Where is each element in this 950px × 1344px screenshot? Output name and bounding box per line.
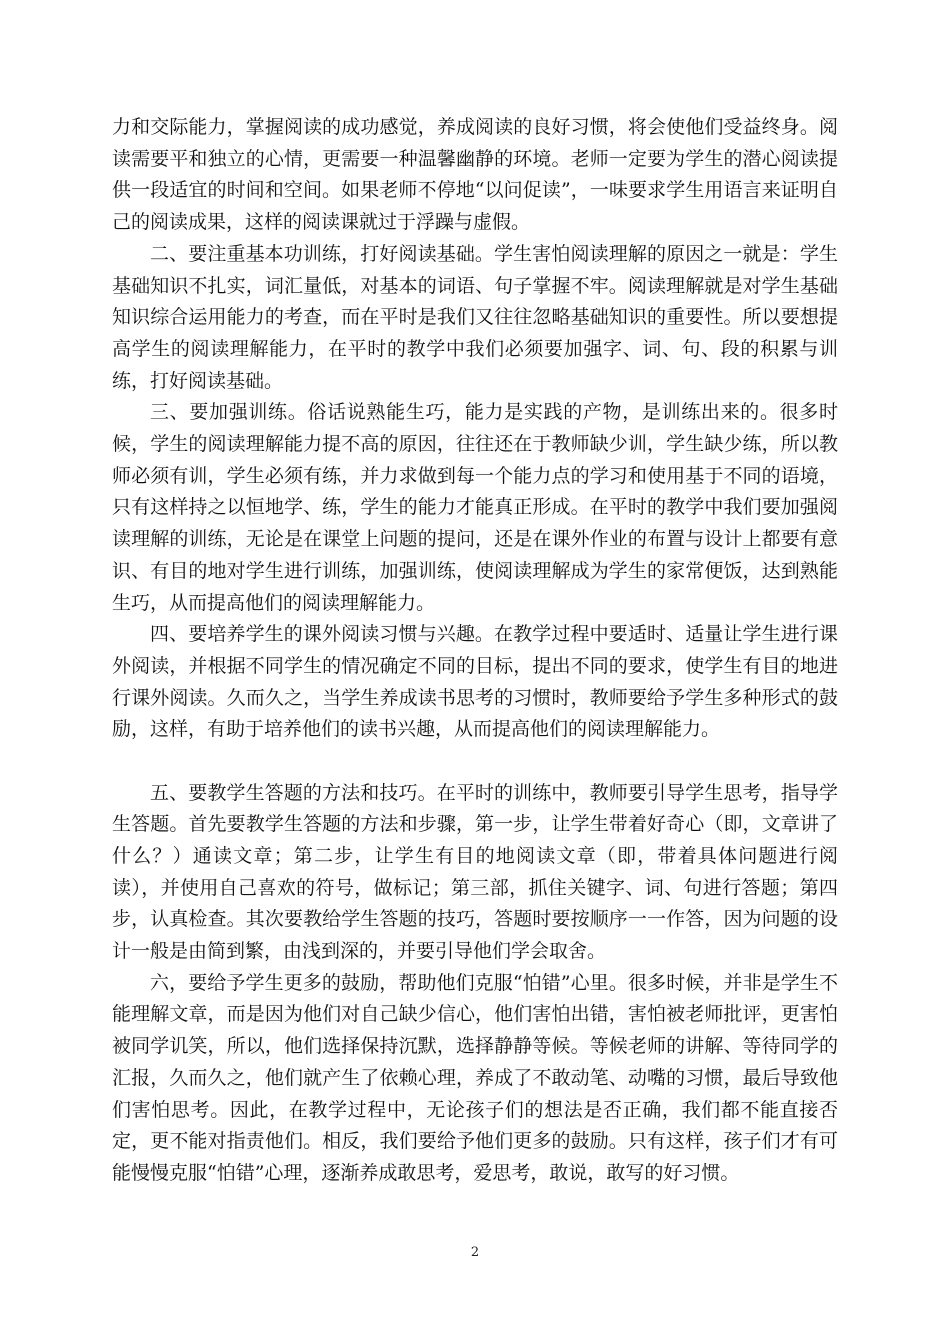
paragraph-point-three: 三、要加强训练。俗话说熟能生巧，能力是实践的产物，是训练出来的。很多时候，学生的阅读理解能力提不高的原因，往往还在于教师缺少训，学生缺少练，所以教师必须有训，学生必须有练，并力求做到每一个能力点的学习和使用基于不同的语境，只有这样持之以恒地学、练，学生的能力才能真正形成。在平时的教学中我们要加强阅读理解的训练，无论是在课堂上问题的提问，还是在课外作业的布置与设计上都要有意识、有目的地对学生进行训练，加强训练，使阅读理解成为学生的家常便饭，达到熟能生巧，从而提高他们的阅读理解能力。 bbox=[112, 401, 838, 614]
page-number: 2 bbox=[470, 1245, 480, 1260]
paragraph-point-four: 四、要培养学生的课外阅读习惯与兴趣。在教学过程中要适时、适量让学生进行课外阅读，并根据不同学生的情况确定不同的目标，提出不同的要求，使学生有目的地进行课外阅读。久而久之，当学生养成读书思考的习惯时，教师要给予学生多种形式的鼓励，这样，有助于培养他们的读书兴趣，从而提高他们的阅读理解能力。 bbox=[112, 623, 838, 741]
blank-line bbox=[112, 746, 838, 778]
paragraph-point-two: 二、要注重基本功训练，打好阅读基础。学生害怕阅读理解的原因之一就是：学生基础知识不扎实，词汇量低，对基本的词语、句子掌握不牢。阅读理解就是对学生基础知识综合运用能力的考查，而在平时是我们又往往忽略基础知识的重要性。所以要想提高学生的阅读理解能力，在平时的教学中我们必须要加强字、词、句、段的积累与训练，打好阅读基础。 bbox=[112, 242, 838, 392]
paragraph-point-five: 五、要教学生答题的方法和技巧。在平时的训练中，教师要引导学生思考，指导学生答题。首先要教学生答题的方法和步骤，第一步，让学生带着好奇心（即，文章讲了什么？）通读文章；第二步，让学生有目的地阅读文章（即，带着具体问题进行阅读），并使用自己喜欢的符号，做标记；第三部，抓住关键字、词、句进行答题；第四步，认真检查。其次要教给学生答题的技巧，答题时要按顺序一一作答，因为问题的设计一般是由简到繁，由浅到深的，并要引导他们学会取舍。 bbox=[112, 781, 838, 963]
paragraph-point-six: 六，要给予学生更多的鼓励，帮助他们克服“怕错”心里。很多时候，并非是学生不能理解文章，而是因为他们对自己缺少信心，他们害怕出错，害怕被老师批评，更害怕被同学讥笑，所以，他们选择保持沉默，选择静静等候。等候老师的讲解、等待同学的汇报，久而久之，他们就产生了依赖心理，养成了不敢动笔、动嘴的习惯，最后导致他们害怕思考。因此，在教学过程中，无论孩子们的想法是否正确，我们都不能直接否定，更不能对指责他们。相反，我们要给予他们更多的鼓励。只有这样，孩子们才有可能慢慢克服“怕错”心理，逐渐养成敢思考，爱思考，敢说，敢写的好习惯。 bbox=[112, 971, 838, 1184]
document-body bbox=[112, 112, 838, 1190]
paragraph-continuation: 力和交际能力，掌握阅读的成功感觉，养成阅读的良好习惯，将会使他们受益终身。阅读需要平和独立的心情，更需要一种温馨幽静的环境。老师一定要为学生的潜心阅读提供一段适宜的时间和空间。如果老师不停地“以问促读”，一味要求学生用语言来证明自己的阅读成果，这样的阅读课就过于浮躁与虚假。 bbox=[112, 116, 838, 234]
